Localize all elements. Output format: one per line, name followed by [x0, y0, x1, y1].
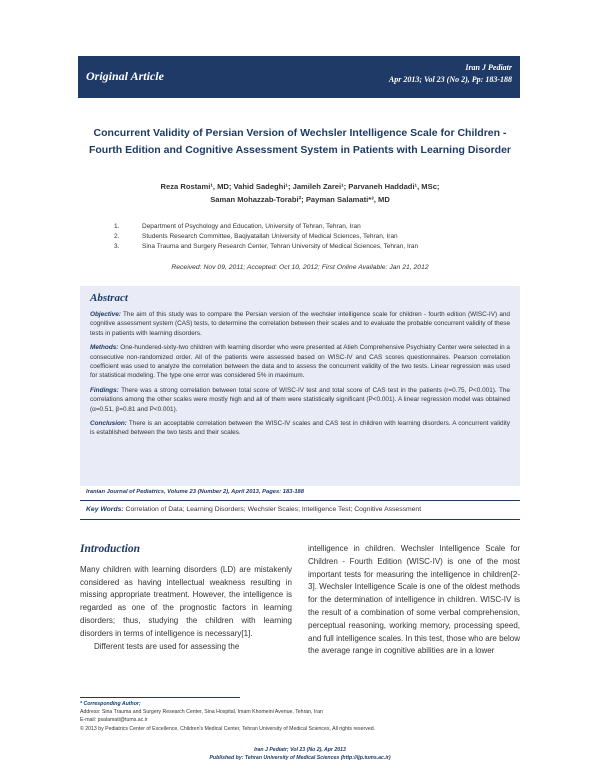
footnote-divider [80, 697, 240, 698]
intro-heading: Introduction [80, 543, 141, 555]
abstract-methods: Methods: One-hundered-sixty-two children with learning disorder who were presented at Atieh Comprehensive Psychiatry Center were selected in a consecutive non-randomized order. All of the patients were assessed based on WISC-IV and CAS scores questionnaires. Pearson correlation coefficient was used to analyze the correlation between the data and to assess the concurrent validity of the two tests. Linear regression was used for statistical modeling. The type one error was considered 5% in maximum. [90, 344, 510, 380]
article-type: Original Article [86, 69, 164, 83]
affiliations [114, 222, 534, 252]
affiliation: 1. Department of Psychology and Education, University of Tehran, Tehran, Iran [114, 223, 361, 230]
divider [80, 500, 520, 501]
header-banner [78, 56, 520, 98]
keywords: Key Words: Correlation of Data; Learning Disorders; Wechsler Scales; Intelligence Test; Cognitive Assessment [86, 506, 422, 513]
abstract-box [80, 286, 520, 486]
intro-right-column [308, 543, 520, 658]
abstract-findings: Findings: There was a strong correlation between total score of WISC-IV test and total score of CAS test in the patients (r=0.75, P<0.001). The correlations among the other scales were mostly high and all of them were statistically significant (P<0.001). A linear regression model was obtained (α=0.51, β=0.81 and P<0.001). [90, 386, 510, 413]
author-list: Reza Rostami¹, MD; Vahid Sadeghi¹; Jamileh Zarei¹; Parvaneh Haddadi¹, MSc; Saman Mohazzab-Torabi²; Payman Salamati*³, MD [160, 182, 440, 204]
intro-left-column [80, 543, 292, 653]
affiliation: 3. Sina Trauma and Surgery Research Center, Tehran University of Medical Sciences, Tehran, Iran [114, 243, 419, 250]
journal-citation [389, 62, 512, 86]
abstract-conclusion: Conclusion: There is an acceptable correlation between the WISC-IV scales and CAS test in children with learning disorders. A concurrent validity is established between the two tests and their scales. [90, 420, 510, 437]
intro-paragraph: intelligence in children. Wechsler Intelligence Scale for Children - Fourth Edition (WISC-IV) is one of the most important tests for measuring the intelligence in children[2-3]. Wechsler Intelligence Scale is one of the oldest methods for the determination of intelligence in children. WISC-IV is the result of a combination of some verbal comprehension, perceptual reasoning, working memory, processing speed, and full intelligence scales. In this test, those who are below the average range in cognitive abilities are in a lower [308, 544, 520, 656]
received-dates: Received: Nov 09, 2011; Accepted: Oct 10, 2012; First Online Available: Jan 21, 2012 [171, 264, 429, 271]
abstract-objective: Objective: The aim of this study was to compare the Persian version of the wechsler intelligence scale for children - fourth edition (WISC-IV) and cognitive assessment system (CAS) tests, to determine the correlation between their scales and to evaluate the probable concurrent validity of these tests in patients with learning disorders. [90, 311, 510, 337]
footnote: * Corresponding Author; Address: Sina Trauma and Surgery Research Center, Sina Hospital, Imam Khomeini Avenue, Tehran, Iran E-mail: psalamati@tums.ac.ir © 2013 by Pediatrics Center of Excellence, Children's Medical Center, Tehran University of Medical Sciences, All rights reserved. [80, 701, 376, 732]
affiliation: 2. Students Research Committee, Baqiyatallah University of Medical Sciences, Tehran, Iran [114, 233, 398, 240]
intro-paragraph: Many children with learning disorders (LD) are mistakenly considered as having intellectual weakness resulting in missing appropriate treatment. However, the intelligence is regarded as one of the prognostic factors in learning disorders; thus, studying the children with learning disorders in terms of intelligence is necessary[1]. [80, 564, 292, 638]
abstract-heading: Abstract [90, 292, 128, 304]
intro-paragraph: Different tests are used for assessing the [94, 641, 240, 651]
divider [80, 519, 520, 520]
page-footer: Iran J Pediatr; Vol 23 (No 2), Apr 2013 Published by: Tehran University of Medical Sciences (http://ijp.tums.ac.ir) [209, 747, 391, 761]
journal-name: Iran J Pediatr [465, 63, 512, 72]
journal-issue: Apr 2013; Vol 23 (No 2), Pp: 183-188 [388, 75, 512, 84]
journal-reference: Iranian Journal of Pediatrics, Volume 23 (Number 2), April 2013, Pages: 183-188 [86, 489, 305, 495]
paper-title: Concurrent Validity of Persian Version of Wechsler Intelligence Scale for Children - Fourth Edition and Cognitive Assessment System in Patients with Learning Disorder [88, 127, 511, 156]
